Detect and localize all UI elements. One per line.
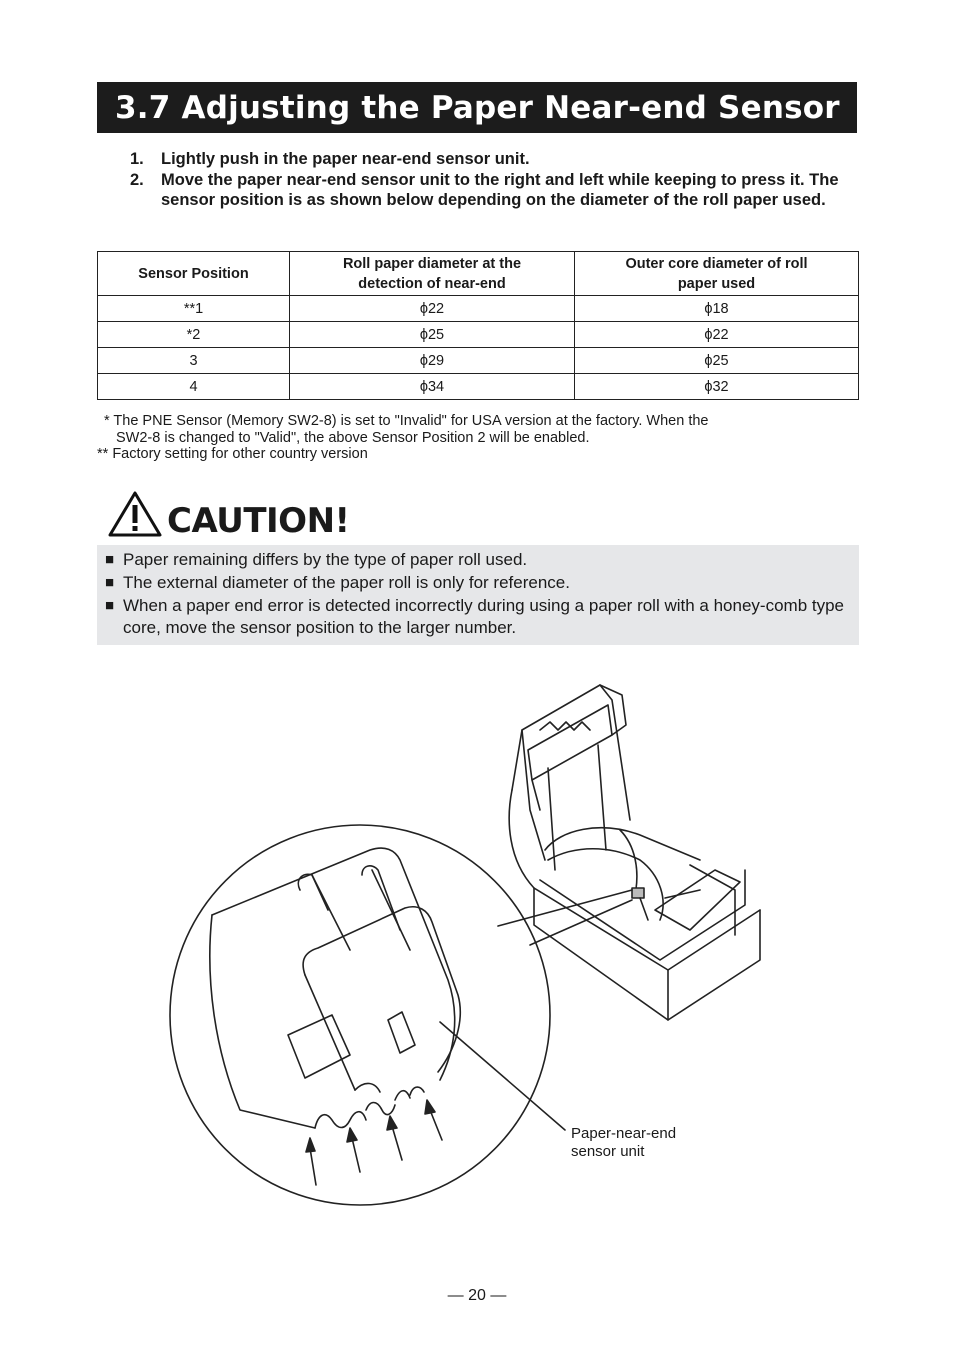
table-row [98, 374, 859, 400]
figure-label-line: sensor unit [571, 1143, 645, 1160]
bullet-square-icon: ■ [105, 573, 115, 591]
table-cell: 4 [98, 374, 290, 400]
table-cell: ϕ29 [290, 348, 575, 374]
warning-triangle-icon [107, 490, 163, 538]
table-header-row [98, 252, 859, 296]
footnote-usa: * The PNE Sensor (Memory SW2-8) is set to "Invalid" for USA version at the factory. When the [104, 413, 709, 429]
caution-text: When a paper end error is detected incorrectly during using a paper roll with a honey-comb type core, move the sensor position to the larger number. [123, 595, 844, 638]
column-header-text: Roll paper diameter at the detection of near-end [342, 255, 522, 292]
step-text: Lightly push in the paper near-end sensor unit. [161, 150, 530, 168]
list-item [130, 170, 850, 211]
table-cell: ϕ22 [575, 322, 859, 348]
sensor-unit-detail [210, 848, 460, 1128]
column-header: Sensor Position [98, 252, 290, 296]
list-item [105, 572, 853, 595]
table-row [98, 296, 859, 322]
step-text: Move the paper near-end sensor unit to the right and left while keeping to press it. The sensor position is as shown below depending on the diameter of the roll paper used. [161, 170, 839, 209]
table-cell: *2 [98, 322, 290, 348]
caution-title: CAUTION! [167, 501, 350, 541]
caution-box [97, 545, 859, 645]
table-cell: ϕ22 [290, 296, 575, 322]
table-row [98, 322, 859, 348]
caution-text: Paper remaining differs by the type of paper roll used. [123, 550, 528, 569]
list-item [130, 149, 850, 170]
table-cell: ϕ32 [575, 374, 859, 400]
sensor-position-table [97, 251, 859, 400]
table-cell: ϕ25 [290, 322, 575, 348]
section-title-bar [97, 82, 857, 133]
table-cell: 3 [98, 348, 290, 374]
table-cell: ϕ18 [575, 296, 859, 322]
table-cell: **1 [98, 296, 290, 322]
column-header [575, 252, 859, 296]
column-header [290, 252, 575, 296]
printer-body [509, 685, 760, 1260]
leader-line [440, 1022, 565, 1130]
figure-label [571, 1125, 676, 1161]
step-number: 2. [130, 170, 144, 189]
list-item [105, 549, 853, 572]
table-row [98, 348, 859, 374]
bullet-square-icon: ■ [105, 596, 115, 614]
table-cell: ϕ25 [575, 348, 859, 374]
section-title: 3.7 Adjusting the Paper Near-end Sensor [115, 89, 840, 126]
column-header-text: Outer core diameter of roll paper used [625, 255, 808, 292]
page-number: — 20 — [447, 1287, 507, 1304]
step-number: 1. [130, 150, 144, 168]
step-list [130, 149, 850, 211]
list-item [105, 595, 853, 641]
table-footnotes [97, 413, 857, 463]
printer-illustration [0, 660, 954, 1260]
footnote-usa-continued: SW2-8 is changed to "Valid", the above Sensor Position 2 will be enabled. [116, 429, 590, 446]
caution-text: The external diameter of the paper roll is only for reference. [123, 572, 570, 592]
caution-heading [107, 490, 350, 541]
figure-label-line: Paper-near-end [571, 1125, 677, 1142]
table-cell: ϕ34 [290, 374, 575, 400]
bullet-square-icon: ■ [105, 551, 115, 568]
sensor-position-arrows [306, 1100, 442, 1185]
magnified-view-circle [170, 825, 550, 1205]
footnote-other: ** Factory setting for other country version [97, 446, 368, 462]
